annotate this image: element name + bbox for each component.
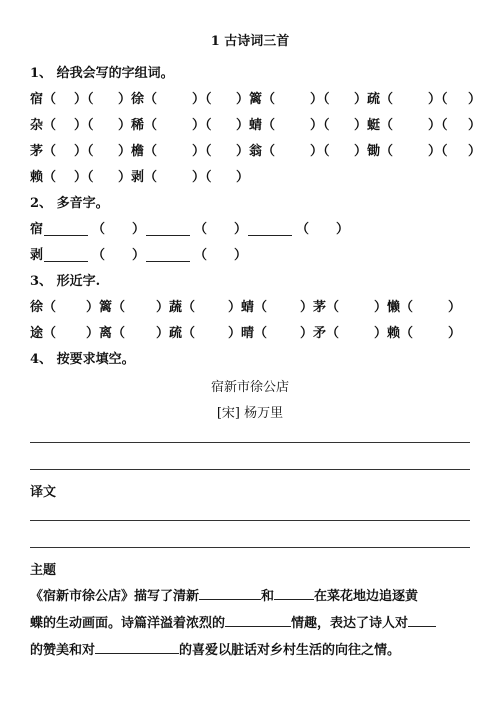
row-text: ）蜓（ — [354, 118, 394, 133]
row-text: ）离（ — [86, 326, 126, 341]
row-text: ）（ — [74, 144, 94, 159]
section1-row-4 — [30, 166, 475, 184]
row-text: ）蔬（ — [156, 300, 196, 315]
section3-row-1 — [30, 296, 475, 314]
theme-text: 的赞美和对 — [30, 643, 96, 658]
theme-line-2 — [30, 612, 475, 631]
row-text: 宿（ — [30, 92, 57, 107]
row-text: ） — [448, 326, 462, 341]
row-text: ）茅（ — [300, 300, 340, 315]
row-text: ）蜻（ — [228, 300, 268, 315]
translation-label: 译文 — [30, 485, 57, 500]
row-text: ） — [236, 170, 250, 185]
row-text: ）（ — [310, 144, 330, 159]
answer-blank[interactable] — [248, 221, 292, 236]
section1-row-1 — [30, 88, 482, 107]
row-text: ）锄（ — [354, 144, 394, 159]
poem-writing-line[interactable] — [30, 469, 470, 470]
row-text: ）赖（ — [374, 326, 414, 341]
theme-text: 情趣，表达了诗人对 — [291, 616, 409, 631]
row-text: ）檐（ — [118, 144, 158, 159]
translation-writing-line[interactable] — [30, 547, 470, 548]
row-text: ）篱（ — [86, 300, 126, 315]
row-text: ）（ — [192, 170, 212, 185]
row-text: ）（ — [74, 118, 94, 133]
poem-writing-line[interactable] — [30, 442, 470, 443]
section1-row-3 — [30, 140, 482, 159]
row-text: ）翁（ — [236, 144, 276, 159]
page-title: 1 古诗词三首 — [210, 34, 290, 49]
row-text: ）晴（ — [228, 326, 268, 341]
row-text: ）（ — [74, 92, 94, 107]
row-text: ）蜻（ — [236, 118, 276, 133]
row-text: ） — [132, 222, 146, 237]
row-text: ） — [468, 118, 482, 133]
row-text: ）疏（ — [156, 326, 196, 341]
row-text: ） — [132, 248, 146, 263]
poem-title: 宿新市徐公店 — [210, 380, 289, 395]
row-text: 茅（ — [30, 144, 57, 159]
answer-blank[interactable] — [44, 221, 88, 236]
section2-row-1 — [30, 218, 475, 236]
theme-text: 在菜花地边追逐黄 — [314, 589, 419, 604]
theme-line-3 — [30, 639, 475, 658]
row-text: ）懒（ — [374, 300, 414, 315]
section3-row-2 — [30, 322, 475, 340]
row-text: ）（ — [192, 144, 212, 159]
row-text: 杂（ — [30, 118, 57, 133]
theme-blank[interactable] — [274, 585, 314, 600]
theme-text: 和 — [261, 589, 275, 604]
row-text: ） — [234, 222, 248, 237]
answer-blank[interactable] — [146, 247, 190, 262]
theme-label: 主题 — [30, 563, 57, 578]
answer-blank[interactable] — [146, 221, 190, 236]
row-text: ） — [468, 144, 482, 159]
section2-heading: 2、 多音字。 — [30, 196, 109, 211]
answer-blank[interactable] — [44, 247, 88, 262]
row-text: ）（ — [310, 92, 330, 107]
row-text: 徐（ — [30, 300, 57, 315]
poem-author: [宋] 杨万里 — [216, 406, 284, 421]
section4-heading: 4、 按要求填空。 — [30, 352, 135, 367]
section1-heading: 1、 给我会写的字组词。 — [30, 66, 174, 81]
row-text: 剥 — [30, 248, 44, 263]
row-text: ）疏（ — [354, 92, 394, 107]
row-text: ） — [448, 300, 462, 315]
translation-writing-line[interactable] — [30, 520, 470, 521]
theme-text: 的喜爱以脏话对乡村生活的向往之情。 — [179, 643, 401, 658]
row-text: ） — [234, 248, 248, 263]
theme-blank[interactable] — [95, 639, 179, 654]
section2-row-2 — [30, 244, 475, 262]
row-text: 赖（ — [30, 170, 57, 185]
row-text: ） — [336, 222, 350, 237]
row-text: （ — [92, 222, 106, 237]
row-text: ）（ — [428, 92, 448, 107]
row-text: （ — [194, 222, 208, 237]
row-text: ）剥（ — [118, 170, 158, 185]
row-text: ）（ — [428, 118, 448, 133]
row-text: ）稀（ — [118, 118, 158, 133]
row-text: 途（ — [30, 326, 57, 341]
row-text: ）篱（ — [236, 92, 276, 107]
row-text: ） — [468, 92, 482, 107]
row-text: ）（ — [192, 92, 212, 107]
row-text: ）徐（ — [118, 92, 158, 107]
theme-blank[interactable] — [199, 585, 261, 600]
row-text: ）（ — [310, 118, 330, 133]
row-text: （ — [92, 248, 106, 263]
row-text: ）（ — [428, 144, 448, 159]
theme-blank[interactable] — [408, 612, 436, 627]
row-text: 宿 — [30, 222, 44, 237]
row-text: ）矛（ — [300, 326, 340, 341]
row-text: ）（ — [192, 118, 212, 133]
row-text: （ — [194, 248, 208, 263]
row-text: ）（ — [74, 170, 94, 185]
theme-text: 《宿新市徐公店》描写了清新 — [30, 589, 200, 604]
row-text: （ — [296, 222, 310, 237]
section1-row-2 — [30, 114, 482, 133]
theme-blank[interactable] — [225, 612, 291, 627]
theme-line-1 — [30, 585, 475, 604]
theme-text: 蝶的生动画面。诗篇洋溢着浓烈的 — [30, 616, 226, 631]
section3-heading: 3、 形近字. — [30, 274, 101, 289]
